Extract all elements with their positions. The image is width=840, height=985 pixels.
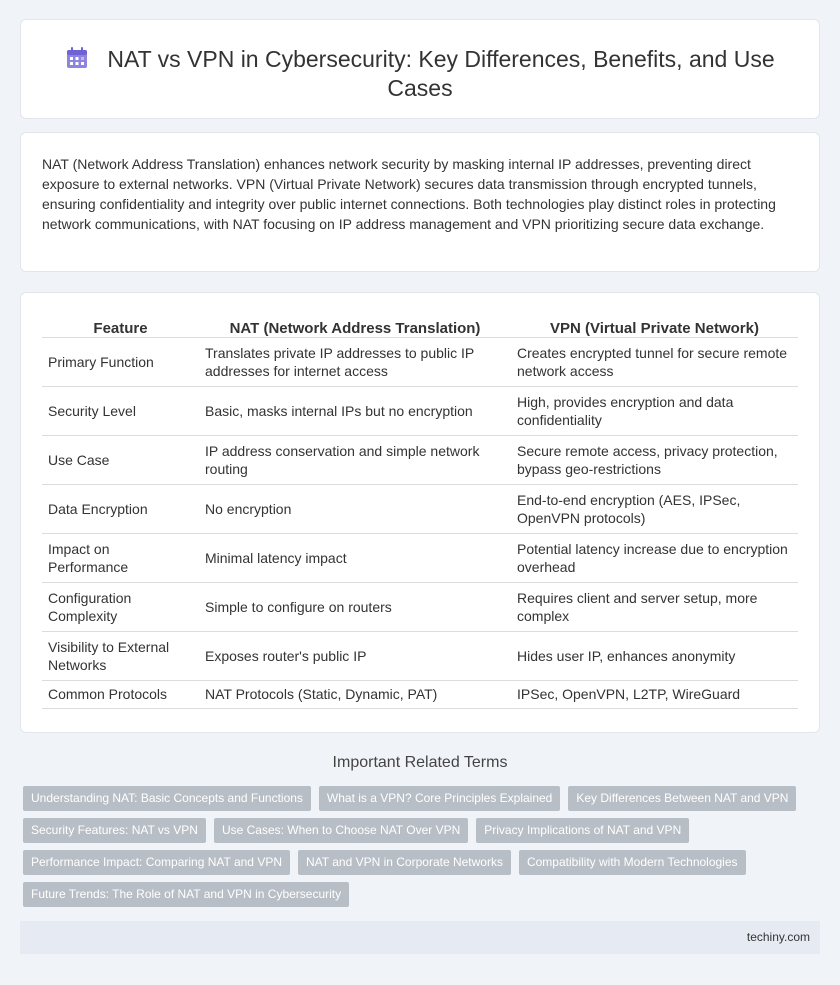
header-card (20, 19, 820, 119)
feature-cell: Data Encryption (42, 484, 199, 533)
nat-cell: NAT Protocols (Static, Dynamic, PAT) (199, 680, 511, 708)
table-row (42, 386, 798, 435)
table-row (42, 435, 798, 484)
related-term-link[interactable]: Future Trends: The Role of NAT and VPN in Cybersecurity (23, 882, 349, 907)
vpn-cell: High, provides encryption and data confidentiality (511, 386, 798, 435)
table-row (42, 484, 798, 533)
related-term-link[interactable]: What is a VPN? Core Principles Explained (319, 786, 560, 811)
nat-cell: Translates private IP addresses to public IP addresses for internet access (199, 337, 511, 386)
related-terms-title: Important Related Terms (332, 754, 508, 771)
column-header-vpn: VPN (Virtual Private Network) (511, 316, 798, 337)
comparison-card (20, 292, 820, 733)
summary-card (20, 132, 820, 272)
nat-cell: Exposes router's public IP (199, 631, 511, 680)
footer (20, 921, 820, 954)
comparison-table (42, 316, 798, 709)
table-row (42, 680, 798, 708)
column-header-nat: NAT (Network Address Translation) (199, 316, 511, 337)
vpn-cell: Creates encrypted tunnel for secure remote network access (511, 337, 798, 386)
feature-cell: Use Case (42, 435, 199, 484)
vpn-cell: Potential latency increase due to encryption overhead (511, 533, 798, 582)
vpn-cell: IPSec, OpenVPN, L2TP, WireGuard (511, 680, 798, 708)
nat-cell: Basic, masks internal IPs but no encryption (199, 386, 511, 435)
footer-site-link[interactable]: techiny.com (746, 930, 810, 944)
nat-cell: IP address conservation and simple network routing (199, 435, 511, 484)
table-row (42, 533, 798, 582)
nat-cell: Minimal latency impact (199, 533, 511, 582)
vpn-cell: End-to-end encryption (AES, IPSec, OpenVPN protocols) (511, 484, 798, 533)
related-terms-list (23, 786, 803, 907)
related-term-link[interactable]: Security Features: NAT vs VPN (23, 818, 206, 843)
nat-cell: Simple to configure on routers (199, 582, 511, 631)
table-row (42, 631, 798, 680)
page-title: NAT vs VPN in Cybersecurity: Key Differences, Benefits, and Use Cases (107, 46, 775, 101)
feature-cell: Impact on Performance (42, 533, 199, 582)
related-term-link[interactable]: Key Differences Between NAT and VPN (568, 786, 796, 811)
related-term-link[interactable]: Performance Impact: Comparing NAT and VPN (23, 850, 290, 875)
vpn-cell: Requires client and server setup, more complex (511, 582, 798, 631)
table-header-row (42, 316, 798, 337)
feature-cell: Visibility to External Networks (42, 631, 199, 680)
vpn-cell: Hides user IP, enhances anonymity (511, 631, 798, 680)
related-term-link[interactable]: NAT and VPN in Corporate Networks (298, 850, 511, 875)
feature-cell: Security Level (42, 386, 199, 435)
nat-cell: No encryption (199, 484, 511, 533)
table-row (42, 337, 798, 386)
column-header-feature: Feature (42, 316, 199, 337)
vpn-cell: Secure remote access, privacy protection, bypass geo-restrictions (511, 435, 798, 484)
related-term-link[interactable]: Understanding NAT: Basic Concepts and Functions (23, 786, 311, 811)
feature-cell: Configuration Complexity (42, 582, 199, 631)
feature-cell: Common Protocols (42, 680, 199, 708)
related-term-link[interactable]: Compatibility with Modern Technologies (519, 850, 746, 875)
page-title-row (61, 45, 779, 103)
related-term-link[interactable]: Privacy Implications of NAT and VPN (476, 818, 689, 843)
feature-cell: Primary Function (42, 337, 199, 386)
calendar-icon (65, 46, 89, 70)
table-row (42, 582, 798, 631)
summary-text: NAT (Network Address Translation) enhances network security by masking internal IP addresses, preventing direct exposure to external networks. VPN (Virtual Private Network) secures data transmission through encrypted tunnels, ensuring confidentiality and integrity over public internet connections. Both technologies play distinct roles in protecting network communications, with NAT focusing on IP address management and VPN prioritizing secure data exchange. (42, 156, 776, 232)
related-term-link[interactable]: Use Cases: When to Choose NAT Over VPN (214, 818, 468, 843)
